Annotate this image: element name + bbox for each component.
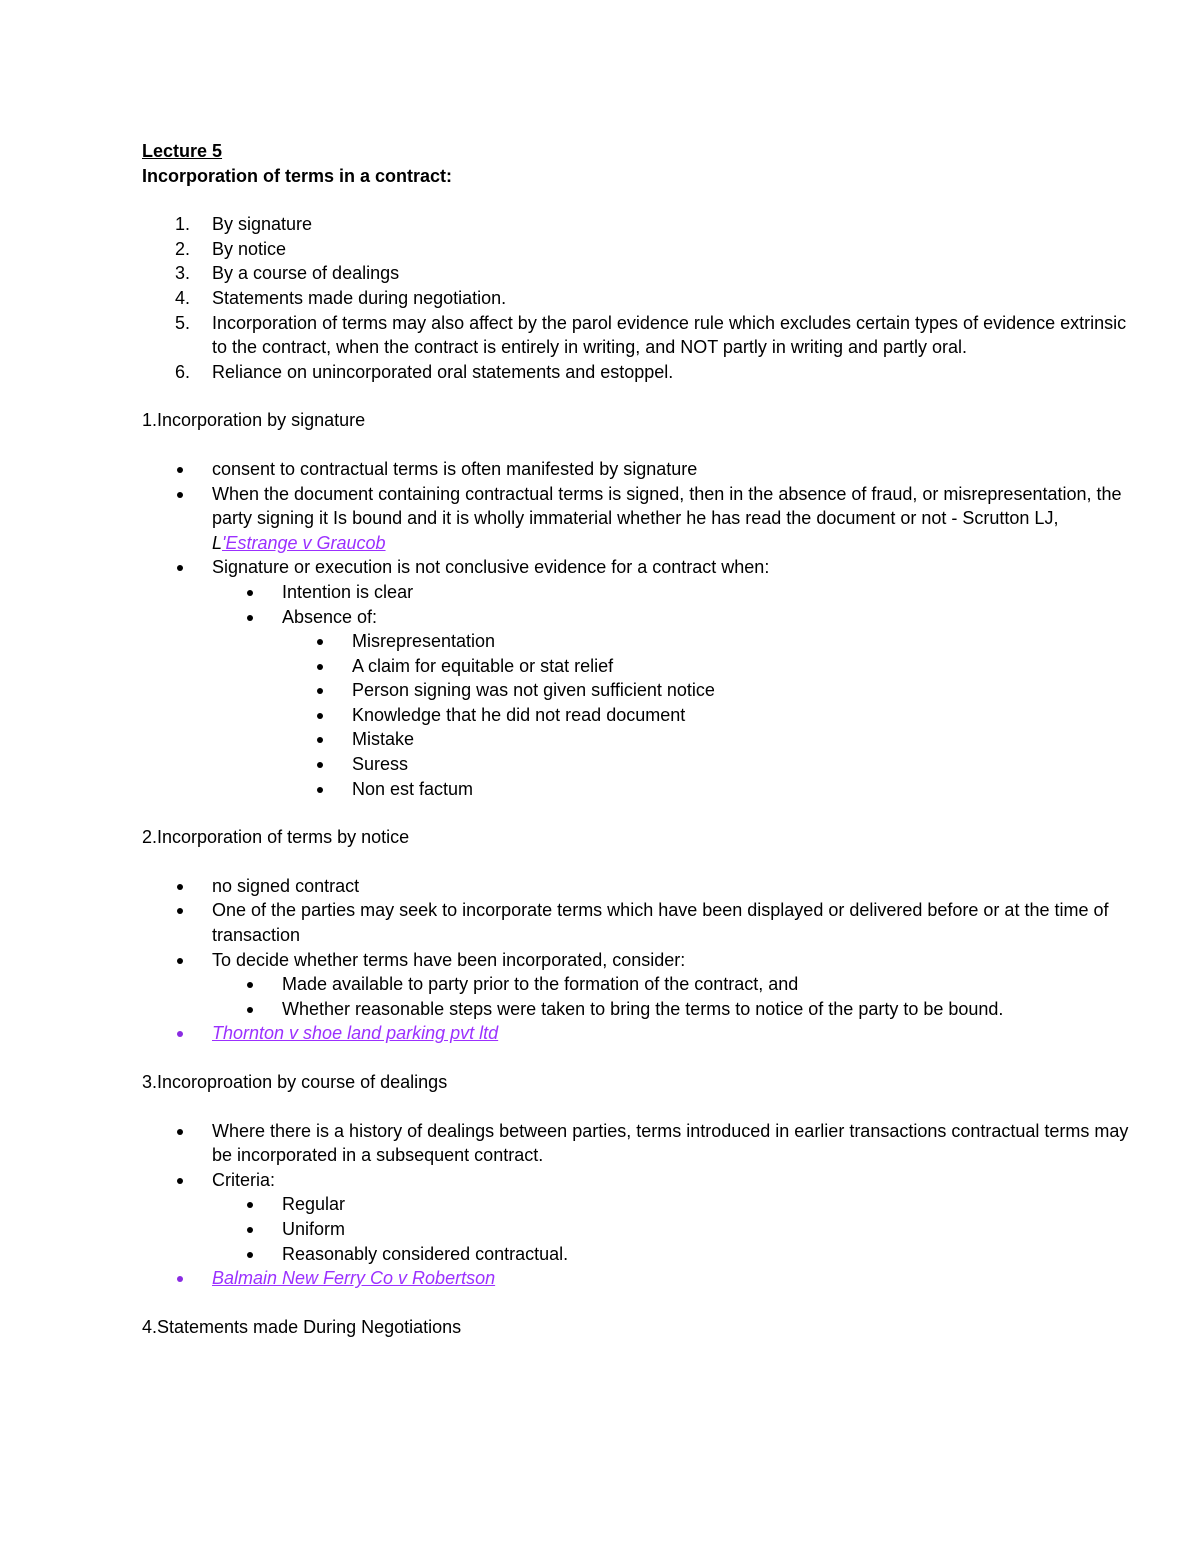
bullet-icon — [317, 737, 323, 743]
list-item: 2. By notice — [175, 238, 287, 259]
list-item: Reasonably considered contractual. — [212, 1242, 1132, 1267]
list-item: 3. By a course of dealings — [175, 263, 400, 284]
list-item: Intention is clear — [212, 580, 1132, 605]
bullet-list-dealings — [142, 1119, 1140, 1291]
lecture-title: Lecture 5 — [142, 141, 223, 161]
bullet-icon — [177, 1129, 183, 1135]
bullet-icon — [247, 1252, 253, 1258]
list-item: 1. By signature — [175, 214, 313, 235]
list-item: 6. Reliance on unincorporated oral statements and estoppel. — [175, 361, 674, 382]
list-item — [142, 1266, 1132, 1291]
list-item: Made available to party prior to the formation of the contract, and — [212, 972, 1132, 997]
list-item: Suress — [282, 752, 1132, 777]
bullet-list-signature — [142, 457, 1140, 801]
bullet-icon — [247, 1227, 253, 1233]
list-item: 5. Incorporation of terms may also affect by the parol evidence rule which excludes certain types of evidence extrinsic to the contract, when the contract is entirely in writing, and NOT partly in writing and partly oral. — [175, 312, 1127, 358]
bullet-icon — [247, 615, 253, 621]
list-item: 4. Statements made during negotiation. — [175, 287, 507, 308]
bullet-icon — [177, 1178, 183, 1184]
list-item: Knowledge that he did not read document — [282, 703, 1132, 728]
list-item: Where there is a history of dealings between parties, terms introduced in earlier transactions contractual terms may be incorporated in a subsequent contract. — [142, 1119, 1132, 1168]
list-item: Person signing was not given sufficient notice — [282, 678, 1132, 703]
list-item: Regular — [212, 1192, 1132, 1217]
bullet-icon — [177, 1276, 183, 1282]
list-item: Signature or execution is not conclusive evidence for a contract when: Intention is clear Absence of: Misrepresentation A claim for equitable or stat relief Person signing was not given sufficient notice Knowledge that he did not read document Mistake Suress Non est factum — [142, 555, 1132, 801]
case-link-balmain[interactable]: Balmain New Ferry Co v Robertson — [212, 1268, 496, 1289]
list-item: Mistake — [282, 727, 1132, 752]
bullet-icon — [247, 1007, 253, 1013]
bullet-icon — [247, 1202, 253, 1208]
bullet-icon — [317, 762, 323, 768]
document-subtitle: Incorporation of terms in a contract: — [142, 165, 453, 186]
case-link-thornton[interactable]: Thornton v shoe land parking pvt ltd — [212, 1023, 499, 1044]
list-item: To decide whether terms have been incorporated, consider: Made available to party prior to the formation of the contract, and Whether reasonable steps were taken to bring the terms to notice of the party to be bound. — [142, 948, 1132, 1022]
bullet-icon — [177, 467, 183, 473]
list-item — [142, 1021, 1132, 1046]
bullet-icon — [177, 1031, 183, 1037]
list-item: Uniform — [212, 1217, 1132, 1242]
list-item: Non est factum — [282, 777, 1132, 802]
list-item: When the document containing contractual terms is signed, then in the absence of fraud, or misrepresentation, the party signing it Is bound and it is wholly immaterial whether he has read the document or not - Scrutton LJ, L'Estrange v Graucob — [142, 482, 1132, 556]
section-heading-negotiations: 4.Statements made During Negotiations — [142, 1316, 462, 1337]
list-item: Whether reasonable steps were taken to bring the terms to notice of the party to be bound. — [212, 997, 1132, 1022]
list-item: One of the parties may seek to incorporate terms which have been displayed or delivered before or at the time of transaction — [142, 898, 1132, 947]
bullet-icon — [317, 664, 323, 670]
section-heading-notice: 2.Incorporation of terms by notice — [142, 827, 410, 848]
section-heading-dealings: 3.Incoroproation by course of dealings — [142, 1072, 448, 1092]
list-item: A claim for equitable or stat relief — [282, 654, 1132, 679]
list-item: Criteria: Regular Uniform Reasonably considered contractual. — [142, 1168, 1132, 1266]
bullet-icon — [317, 639, 323, 645]
list-item: Absence of: Misrepresentation A claim for equitable or stat relief Person signing was not given sufficient notice Knowledge that he did not read document Mistake Suress Non est factum — [212, 605, 1132, 802]
bullet-icon — [247, 982, 253, 988]
bullet-icon — [177, 908, 183, 914]
bullet-icon — [177, 565, 183, 571]
case-link-lestrange[interactable]: 'Estrange v Graucob — [222, 532, 386, 553]
bullet-icon — [317, 713, 323, 719]
bullet-icon — [247, 590, 253, 596]
bullet-icon — [177, 492, 183, 498]
bullet-list-notice — [142, 874, 1140, 1046]
bullet-icon — [317, 688, 323, 694]
list-item: consent to contractual terms is often manifested by signature — [142, 457, 1132, 482]
bullet-icon — [177, 958, 183, 964]
bullet-icon — [177, 884, 183, 890]
numbered-list — [142, 212, 1140, 384]
list-item: Misrepresentation — [282, 629, 1132, 654]
section-heading-signature: 1.Incorporation by signature — [142, 410, 366, 431]
list-item: no signed contract — [142, 874, 1132, 899]
bullet-icon — [317, 787, 323, 793]
